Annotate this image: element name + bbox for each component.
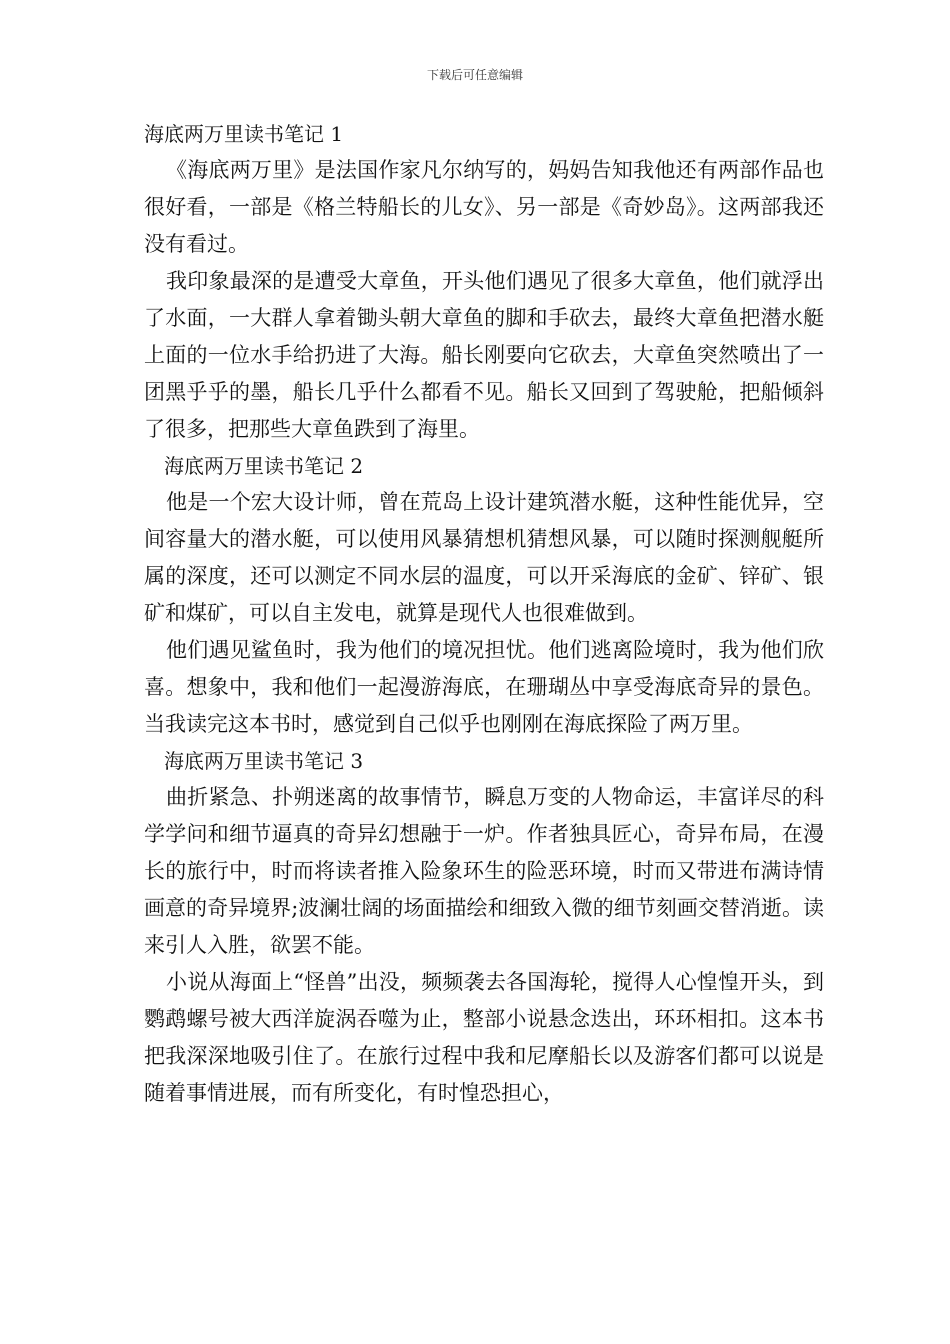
paragraph: 他是一个宏大设计师，曾在荒岛上设计建筑潜水艇，这种性能优异，空间容量大的潜水艇，可以使用风暴猜想机猜想风暴，可以随时探测舰艇所属的深度，还可以测定不同水层的温度，可以开采海底的金矿、锌矿、银矿和煤矿，可以自主发电，就算是现代人也很难做到。 [144,490,824,625]
paragraph: 曲折紧急、扑朔迷离的故事情节，瞬息万变的人物命运，丰富详尽的科学学问和细节逼真的奇异幻想融于一炉。作者独具匠心，奇异布局，在漫长的旅行中，时而将读者推入险象环生的险恶环境，时而又带进布满诗情画意的奇异境界;波澜壮阔的场面描绘和细致入微的细节刻画交替消逝。读来引人入胜，欲罢不能。 [144,785,824,957]
paragraph: 我印象最深的是遭受大章鱼，开头他们遇见了很多大章鱼，他们就浮出了水面，一大群人拿着锄头朝大章鱼的脚和手砍去，最终大章鱼把潜水艇上面的一位水手给扔进了大海。船长刚要向它砍去，大章鱼突然喷出了一团黑乎乎的墨，船长几乎什么都看不见。船长又回到了驾驶舱，把船倾斜了很多，把那些大章鱼跌到了海里。 [144,269,824,441]
paragraph: 小说从海面上“怪兽”出没，频频袭去各国海轮，搅得人心惶惶开头，到鹦鹉螺号被大西洋旋涡吞噬为止，整部小说悬念迭出，环环相扣。这本书把我深深地吸引住了。在旅行过程中我和尼摩船长以及游客们都可以说是随着事情进展，而有所变化，有时惶恐担心， [144,970,824,1105]
section-title-1: 海底两万里读书笔记 1 [144,122,344,146]
paragraph: 《海底两万里》是法国作家凡尔纳写的，妈妈告知我他还有两部作品也很好看，一部是《格兰特船长的儿女》、另一部是《奇妙岛》。这两部我还没有看过。 [144,158,824,256]
document-body [144,116,824,1112]
section-title-3: 海底两万里读书笔记 3 [164,749,364,773]
page-header: 下载后可任意编辑 [426,68,523,82]
paragraph: 他们遇见鲨鱼时，我为他们的境况担忧。他们逃离险境时，我为他们欣喜。想象中，我和他们一起漫游海底，在珊瑚丛中享受海底奇异的景色。当我读完这本书时，感觉到自己似乎也刚刚在海底探险了两万里。 [144,638,824,736]
section-title-2: 海底两万里读书笔记 2 [164,454,364,478]
